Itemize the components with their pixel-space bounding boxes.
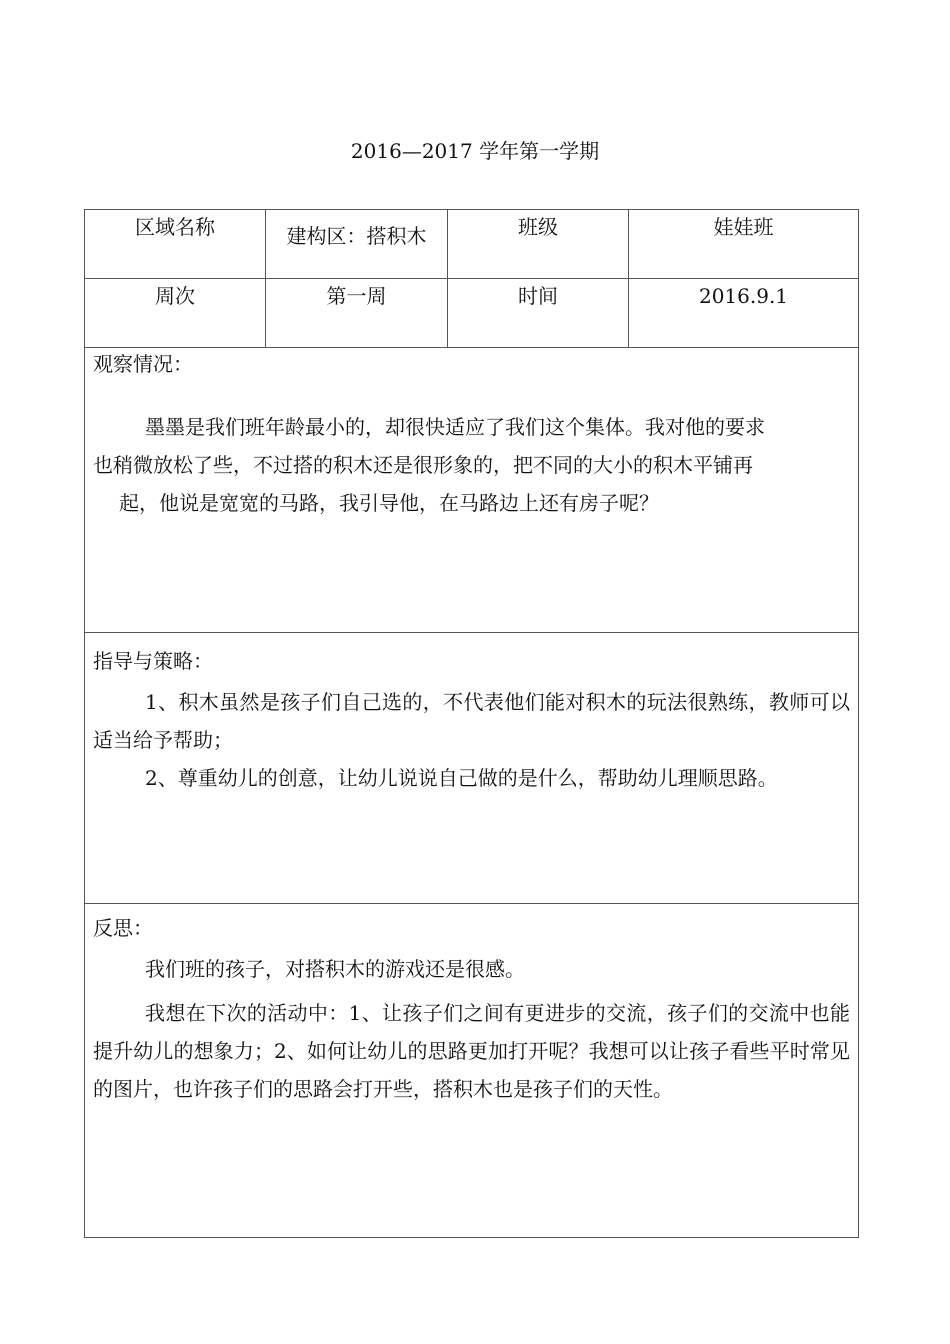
guidance-section (85, 633, 859, 904)
guidance-item-2: 2、尊重幼儿的创意，让幼儿说说自己做的是什么，帮助幼儿理顺思路。 (145, 766, 778, 790)
area-label: 区域名称 (135, 215, 215, 239)
observation-line-1: 墨墨是我们班年龄最小的，却很快适应了我们这个集体。我对他的要求 (145, 415, 765, 439)
week-label: 周次 (155, 284, 195, 308)
time-label: 时间 (518, 284, 558, 308)
time-value-cell (629, 279, 859, 348)
observation-line-3: 起，他说是宽宽的马路，我引导他，在马路边上还有房子呢？ (119, 491, 659, 515)
class-value-cell (629, 210, 859, 279)
class-label-cell (448, 210, 629, 279)
observation-line-2: 也稍微放松了些，不过搭的积木还是很形象的，把不同的大小的积木平铺再 (93, 453, 753, 477)
class-value: 娃娃班 (713, 215, 774, 239)
week-value-cell (266, 279, 448, 348)
week-value: 第一周 (326, 284, 387, 308)
week-label-cell (85, 279, 266, 348)
guidance-label: 指导与策略： (93, 649, 213, 673)
reflection-row (85, 904, 859, 1238)
area-value-cell (266, 210, 448, 279)
guidance-item-1: 1、积木虽然是孩子们自己选的，不代表他们能对积木的玩法很熟练，教师可以适当给予帮助； (93, 690, 850, 752)
info-row-week (85, 279, 859, 348)
info-row-area (85, 210, 859, 279)
class-label: 班级 (518, 215, 558, 239)
time-value: 2016.9.1 (698, 284, 789, 308)
reflection-paragraph-1: 我们班的孩子，对搭积木的游戏还是很感。 (145, 957, 525, 981)
reflection-section (85, 904, 859, 1238)
observation-label: 观察情况： (93, 352, 193, 376)
observation-section (85, 348, 859, 633)
reflection-paragraph-2: 我想在下次的活动中：1、让孩子们之间有更进步的交流，孩子们的交流中也能提升幼儿的想象力；2、如何让幼儿的思路更加打开呢？我想可以让孩子看些平时常见的图片，也许孩子们的思路会打开些，搭积木也是孩子们的天性。 (93, 1001, 850, 1101)
guidance-row (85, 633, 859, 904)
reflection-label: 反思： (93, 916, 153, 940)
page-title: 2016—2017 学年第一学期 (350, 139, 600, 163)
area-label-cell (85, 210, 266, 279)
observation-row (85, 348, 859, 633)
area-value: 建构区：搭积木 (286, 224, 427, 248)
time-label-cell (448, 279, 629, 348)
activity-record-table (84, 209, 859, 1238)
